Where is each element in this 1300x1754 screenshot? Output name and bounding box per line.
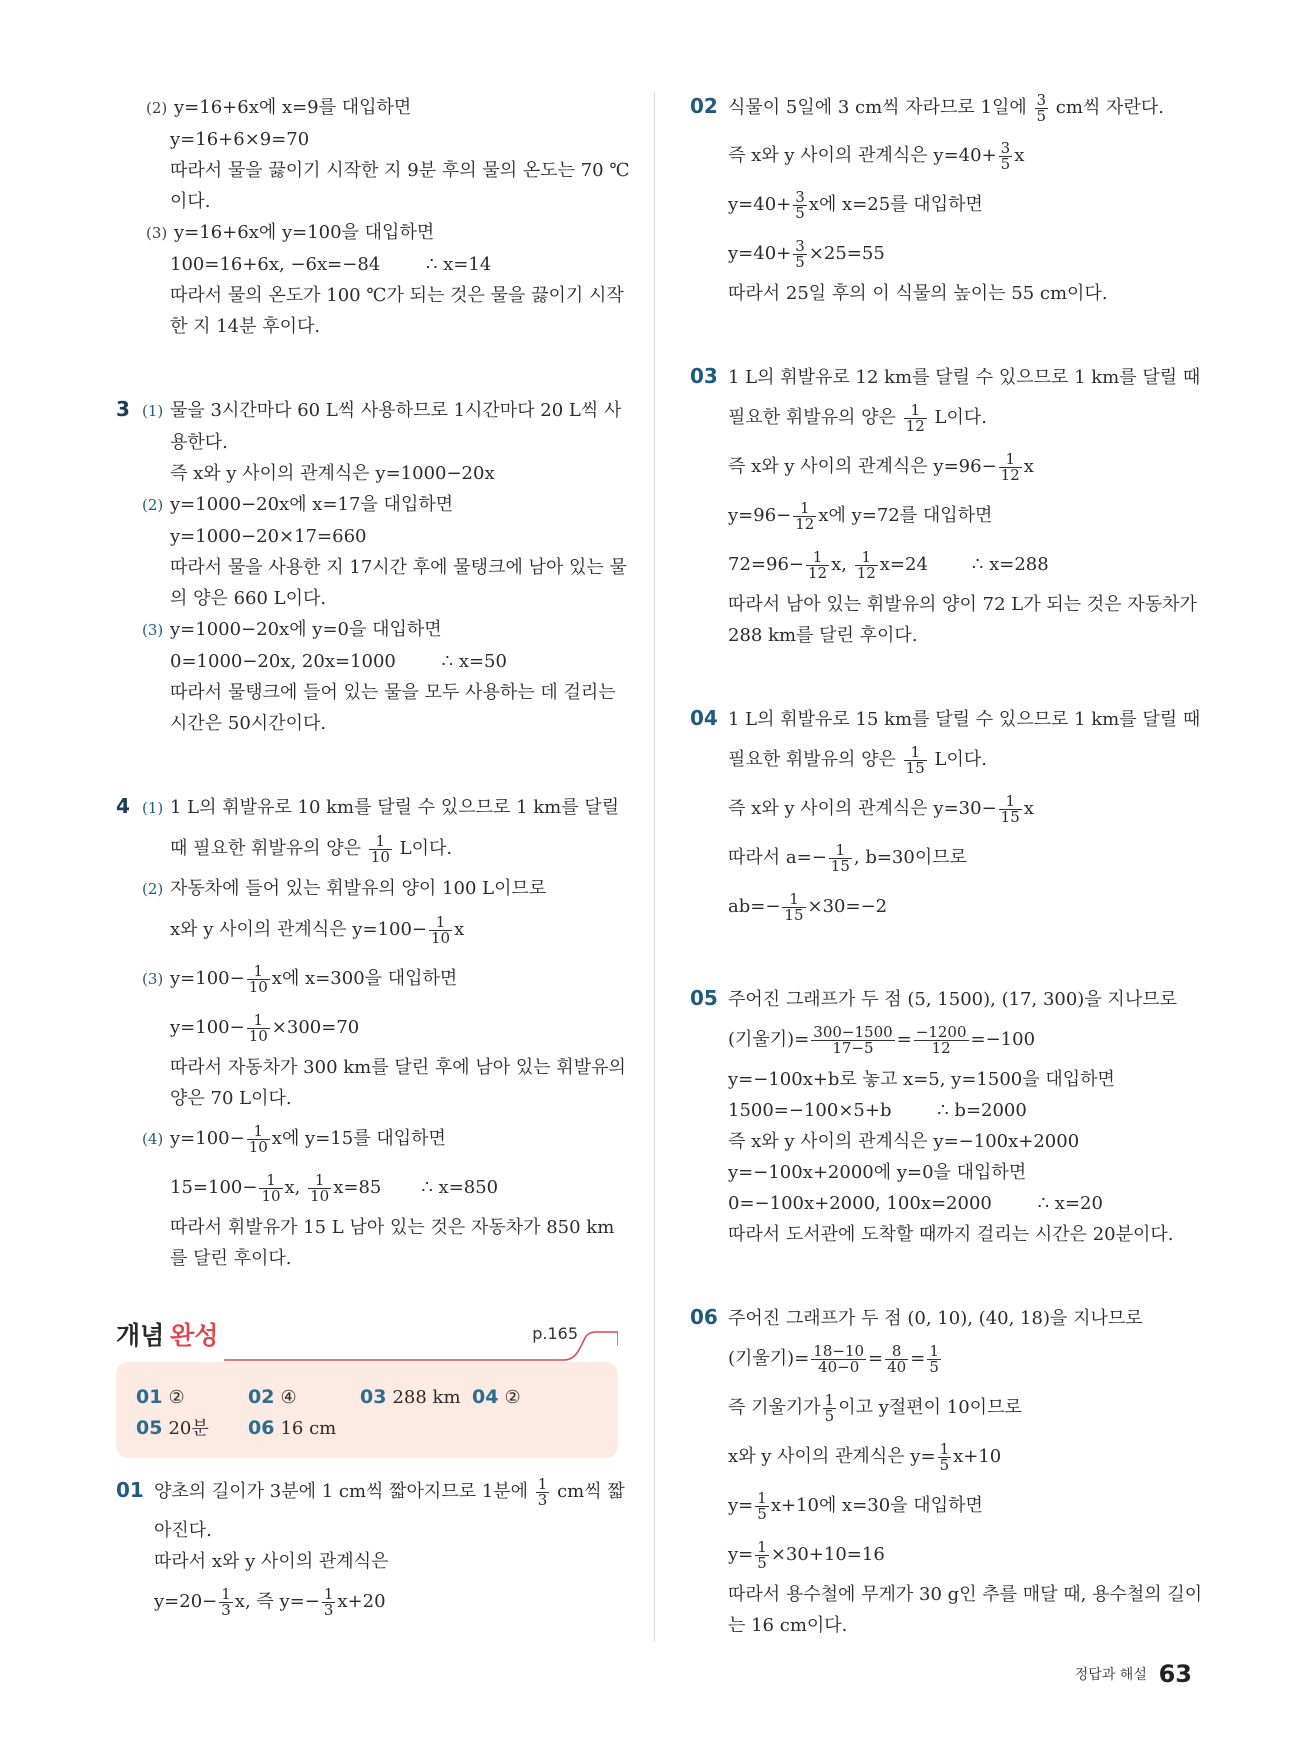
fraction: $\frac{1}{15}$ — [830, 840, 850, 875]
solution-number-04: 04 — [690, 706, 718, 730]
fraction: $\frac{1}{15}$ — [784, 889, 804, 924]
q02-line2: 즉 x와 y 사이의 관계식은 y=40+ $\frac{3}{5}$ x — [728, 138, 1025, 173]
p4-3-line2: y=100− $\frac{1}{10}$ ×300=70 — [170, 1010, 360, 1045]
left-column — [116, 92, 630, 1274]
answer-item: 05 20분 — [136, 1417, 209, 1439]
problem-number-4: 4 — [116, 794, 130, 818]
fraction: $\frac{1}{5}$ — [824, 1390, 835, 1425]
p4-2-line1: (2) 자동차에 들어 있는 휘발유의 양이 100 L이므로 — [142, 878, 547, 899]
concept-title-word1: 개념 — [116, 1321, 165, 1350]
concept-title-word2: 완성 — [170, 1321, 219, 1350]
p2-2-line2: y=16+6×9=70 — [170, 129, 310, 150]
solution-number-01: 01 — [116, 1478, 144, 1502]
fraction: $\frac{1}{3}$ — [221, 1584, 231, 1619]
q02-line1: 02 식물이 5일에 3 cm씩 자라므로 1일에 $\frac{3}{5}$ cm씩 자란다. — [690, 82, 1210, 131]
p3-3-line1: (3) y=1000−20x에 y=0을 대입하면 — [142, 619, 442, 640]
q06-line6: y= $\frac{1}{5}$ ×30+10=16 — [728, 1537, 885, 1572]
p4-3-line4: 양은 70 L이다. — [170, 1088, 292, 1109]
fraction: $\frac{18-10}{40-0}$ — [813, 1341, 865, 1376]
fraction: $\frac{1}{10}$ — [248, 1010, 268, 1045]
p2-2-line1: (2) y=16+6x에 x=9를 대입하면 — [146, 97, 412, 118]
fraction: $\frac{1}{10}$ — [310, 1170, 330, 1205]
p4-line2: 때 필요한 휘발유의 양은 $\frac{1}{10}$ L이다. — [170, 831, 453, 866]
fraction: $\frac{1}{3}$ — [323, 1584, 334, 1619]
fraction: $\frac{1}{12}$ — [795, 498, 815, 533]
page-footer — [1075, 1660, 1192, 1688]
fraction: $\frac{1}{15}$ — [905, 742, 925, 777]
fraction: $\frac{1}{3}$ — [537, 1474, 548, 1509]
right-column — [690, 92, 1210, 1641]
page-reference: p.165 — [532, 1324, 578, 1343]
page-number: 63 — [1158, 1660, 1192, 1688]
p3-2-line4: 의 양은 660 L이다. — [170, 588, 327, 609]
solution-number-02: 02 — [690, 94, 718, 118]
p2-2-line4: 이다. — [170, 191, 211, 212]
solution-01 — [116, 1466, 624, 1626]
q04-line4: 따라서 a=− $\frac{1}{15}$ , b=30이므로 — [728, 840, 967, 875]
q03-line4: y=96− $\frac{1}{12}$ x에 y=72를 대입하면 — [728, 498, 993, 533]
q06-line5: y= $\frac{1}{5}$ x+10에 x=30을 대입하면 — [728, 1488, 983, 1523]
q01-line2: 아진다. — [154, 1520, 212, 1541]
fraction: $\frac{1}{10}$ — [248, 1121, 268, 1156]
solution-number-05: 05 — [690, 986, 718, 1010]
p4-3-line1: (3) y=100− $\frac{1}{10}$ x에 x=300을 대입하면 — [142, 961, 458, 996]
fraction: $\frac{1}{12}$ — [807, 547, 828, 582]
fraction: $\frac{3}{5}$ — [795, 236, 805, 271]
answer-item: 01 ② — [136, 1386, 185, 1408]
fraction: $\frac{3}{5}$ — [1036, 90, 1047, 125]
answer-item: 03 288 km — [360, 1386, 461, 1408]
q06-line7: 따라서 용수철에 무게가 30 g인 추를 매달 때, 용수철의 길이 — [728, 1584, 1203, 1605]
q01-line3: 따라서 x와 y 사이의 관계식은 — [154, 1551, 389, 1572]
fraction: $\frac{8}{40}$ — [887, 1341, 907, 1376]
p3-line3: 즉 x와 y 사이의 관계식은 y=1000−20x — [170, 463, 495, 484]
p3-3-line4: 시간은 50시간이다. — [170, 713, 327, 734]
p2-3-line2: 100=16+6x, −6x=−84 ∴ x=14 — [170, 254, 492, 275]
p4-4-line3: 따라서 휘발유가 15 L 남아 있는 것은 자동차가 850 km — [170, 1217, 615, 1238]
p4-4-line1: (4) y=100− $\frac{1}{10}$ x에 y=15를 대입하면 — [142, 1121, 446, 1156]
p3-2-line3: 따라서 물을 사용한 지 17시간 후에 물탱크에 남아 있는 물 — [170, 557, 627, 578]
q06-line3: 즉 기울기가 $\frac{1}{5}$ 이고 y절편이 10이므로 — [728, 1390, 1022, 1425]
fraction: $\frac{1}{5}$ — [757, 1537, 767, 1572]
column-divider — [654, 92, 655, 1642]
q05-line6: y=−100x+2000에 y=0을 대입하면 — [728, 1162, 1027, 1183]
q06-line8: 는 16 cm이다. — [728, 1615, 848, 1636]
problem-number-3: 3 — [116, 397, 130, 421]
fraction: $\frac{1}{10}$ — [248, 961, 268, 996]
p4-4-line4: 를 달린 후이다. — [170, 1248, 292, 1269]
fraction: $\frac{1}{10}$ — [261, 1170, 281, 1205]
footer-label: 정답과 해설 — [1074, 1667, 1147, 1683]
p3-2-line2: y=1000−20×17=660 — [170, 526, 367, 547]
fraction: $\frac{1}{5}$ — [929, 1341, 939, 1376]
q05-line3: y=−100x+b로 놓고 x=5, y=1500을 대입하면 — [728, 1069, 1115, 1090]
q03-line5: 72=96− $\frac{1}{12}$ x, $\frac{1}{12}$ x=24 ∴ x=288 — [728, 547, 1049, 582]
q02-line4: y=40+ $\frac{3}{5}$ ×25=55 — [728, 236, 885, 271]
fraction: $\frac{-1200}{12}$ — [915, 1022, 967, 1057]
q06-line2: (기울기)= $\frac{18-10}{40-0}$ = $\frac{8}{40}$ = $\frac{1}{5}$ — [728, 1341, 939, 1376]
q01-line1: 01 양초의 길이가 3분에 1 cm씩 짧아지므로 1분에 $\frac{1}{3}$ cm씩 짧 — [116, 1466, 624, 1515]
q05-line7: 0=−100x+2000, 100x=2000 ∴ x=20 — [728, 1193, 1103, 1214]
q05-line2: (기울기)= $\frac{300-1500}{17-5}$ = $\frac{-1200}{12}$ =−100 — [728, 1022, 1036, 1057]
fraction: $\frac{1}{5}$ — [939, 1439, 950, 1474]
concept-complete-section — [116, 1316, 618, 1458]
solution-number-06: 06 — [690, 1305, 718, 1329]
fraction: $\frac{3}{5}$ — [795, 187, 805, 222]
q05-line4: 1500=−100×5+b ∴ b=2000 — [728, 1100, 1027, 1121]
fraction: $\frac{300-1500}{17-5}$ — [813, 1022, 893, 1057]
q03-line3: 즉 x와 y 사이의 관계식은 y=96− $\frac{1}{12}$ x — [728, 449, 1034, 484]
p4-4-line2: 15=100− $\frac{1}{10}$ x, $\frac{1}{10}$ x=85 ∴ x=850 — [170, 1170, 499, 1205]
p4-2-line2: x와 y 사이의 관계식은 y=100− $\frac{1}{10}$ x — [170, 912, 465, 947]
answer-summary-box — [116, 1362, 618, 1458]
p2-3-line4: 한 지 14분 후이다. — [170, 316, 321, 337]
q05-line1: 05 주어진 그래프가 두 점 (5, 1500), (17, 300)을 지나므로 — [690, 983, 1210, 1015]
fraction: $\frac{3}{5}$ — [1000, 138, 1011, 173]
p2-3-line1: (3) y=16+6x에 y=100을 대입하면 — [146, 222, 435, 243]
p3-line2: 용한다. — [170, 432, 228, 453]
fraction: $\frac{1}{5}$ — [757, 1488, 767, 1523]
concept-title — [116, 1316, 618, 1362]
solution-number-03: 03 — [690, 364, 718, 388]
q03-line7: 288 km를 달린 후이다. — [728, 625, 918, 646]
p3-line1: 3 (1) 물을 3시간마다 60 L씩 사용하므로 1시간마다 20 L씩 사 — [116, 394, 624, 427]
q06-line4: x와 y 사이의 관계식은 y= $\frac{1}{5}$ x+10 — [728, 1439, 1002, 1474]
q05-line5: 즉 x와 y 사이의 관계식은 y=−100x+2000 — [728, 1131, 1080, 1152]
answer-item: 06 16 cm — [248, 1417, 337, 1439]
q04-line1: 04 1 L의 휘발유로 15 km를 달릴 수 있으므로 1 km를 달릴 때 — [690, 703, 1210, 735]
q04-line3: 즉 x와 y 사이의 관계식은 y=30− $\frac{1}{15}$ x — [728, 791, 1034, 826]
fraction: $\frac{1}{12}$ — [1000, 449, 1020, 484]
fraction: $\frac{1}{12}$ — [856, 547, 876, 582]
q02-line5: 따라서 25일 후의 이 식물의 높이는 55 cm이다. — [728, 283, 1108, 304]
p4-3-line3: 따라서 자동차가 300 km를 달린 후에 남아 있는 휘발유의 — [170, 1057, 626, 1078]
q04-line5: ab=− $\frac{1}{15}$ ×30=−2 — [728, 889, 888, 924]
q02-line3: y=40+ $\frac{3}{5}$ x에 x=25를 대입하면 — [728, 187, 983, 222]
answer-item: 02 ④ — [248, 1386, 297, 1408]
p4-line1: 4 (1) 1 L의 휘발유로 10 km를 달릴 수 있으므로 1 km를 달릴 — [116, 791, 624, 824]
fraction: $\frac{1}{12}$ — [905, 400, 925, 435]
p3-2-line1: (2) y=1000−20x에 x=17을 대입하면 — [142, 494, 454, 515]
fraction: $\frac{1}{15}$ — [1000, 791, 1020, 826]
p2-2-line3: 따라서 물을 끓이기 시작한 지 9분 후의 물의 온도는 70 ℃ — [170, 160, 630, 181]
fraction: $\frac{1}{10}$ — [431, 912, 451, 947]
q05-line8: 따라서 도서관에 도착할 때까지 걸리는 시간은 20분이다. — [728, 1224, 1174, 1245]
p3-3-line2: 0=1000−20x, 20x=1000 ∴ x=50 — [170, 651, 507, 672]
q04-line2: 필요한 휘발유의 양은 $\frac{1}{15}$ L이다. — [728, 742, 987, 777]
p3-3-line3: 따라서 물탱크에 들어 있는 물을 모두 사용하는 데 걸리는 — [170, 682, 616, 703]
q01-line4: y=20− $\frac{1}{3}$ x, 즉 y=− $\frac{1}{3}$ x+20 — [154, 1584, 386, 1619]
q03-line2: 필요한 휘발유의 양은 $\frac{1}{12}$ L이다. — [728, 400, 987, 435]
p2-3-line3: 따라서 물의 온도가 100 ℃가 되는 것은 물을 끓이기 시작 — [170, 285, 624, 306]
answer-item: 04 ② — [472, 1386, 521, 1408]
fraction: $\frac{1}{10}$ — [370, 831, 390, 866]
q03-line1: 03 1 L의 휘발유로 12 km를 달릴 수 있으므로 1 km를 달릴 때 — [690, 361, 1210, 393]
q06-line1: 06 주어진 그래프가 두 점 (0, 10), (40, 18)을 지나므로 — [690, 1302, 1210, 1334]
q03-line6: 따라서 남아 있는 휘발유의 양이 72 L가 되는 것은 자동차가 — [728, 594, 1197, 615]
